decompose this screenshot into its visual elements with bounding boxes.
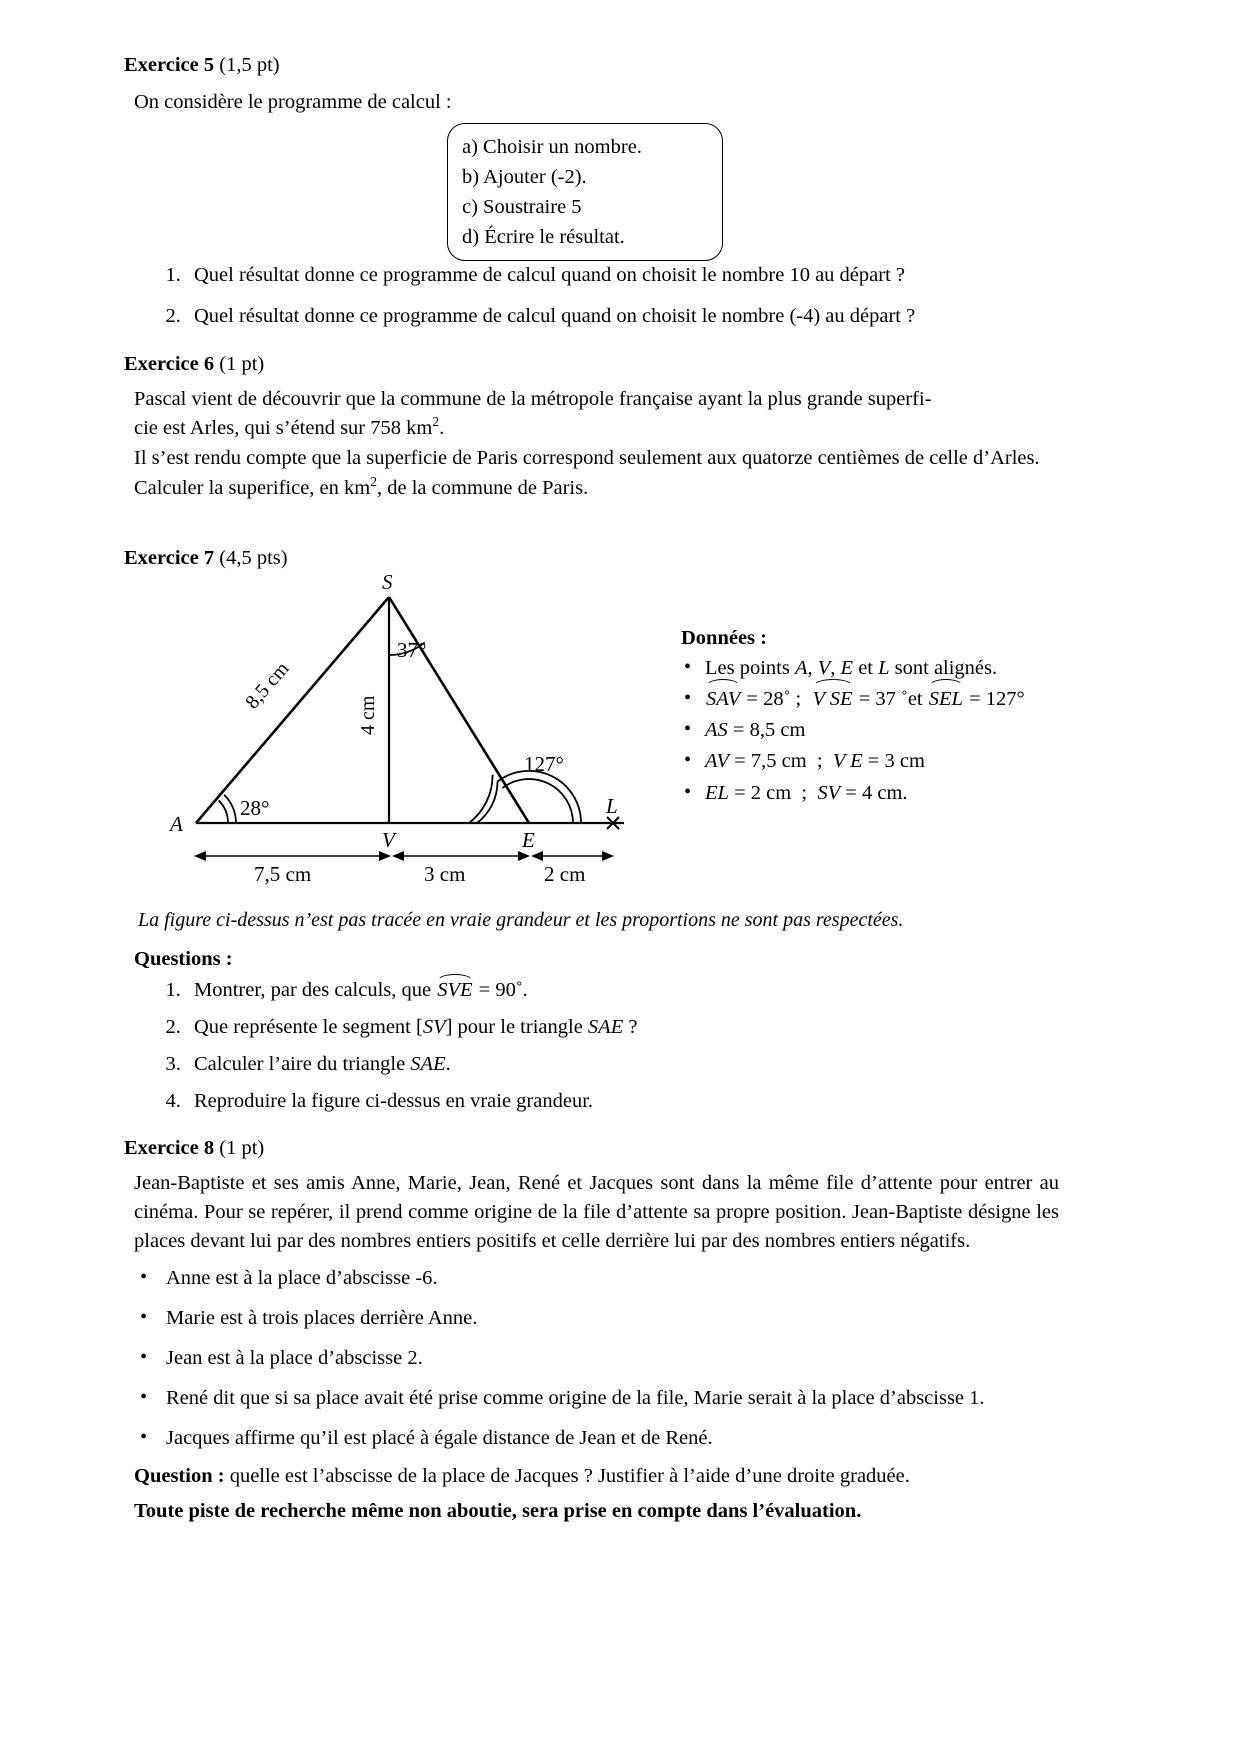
exercise-8-bullet-rene: • René dit que si sa place avait été prise comme origine de la file, Marie serait à la place d’abscisse 1. xyxy=(138,1384,1064,1413)
label-A: A xyxy=(170,812,183,836)
angle-arc-E-3 xyxy=(502,779,573,823)
exercise-8-title: Exercice 8 xyxy=(124,1137,215,1159)
exercise-6-line1a: Pascal vient de découvrir que la commune de la métropole française ayant la plus grande superfi- xyxy=(134,387,932,410)
exercise-5-question-2: 2. Quel résultat donne ce programme de calcul quand on choisit le nombre (-4) au départ ? xyxy=(186,302,1064,332)
exercise-5-points: (1,5 pt) xyxy=(219,54,280,76)
figure-caption: La figure ci-dessus n’est pas tracée en vraie grandeur et les proportions ne sont pas respectées. xyxy=(138,909,904,931)
exercise-6-line1b xyxy=(134,414,1059,443)
program-step-c: c) Soustraire 5 xyxy=(462,196,582,219)
angle-arc-E-4 xyxy=(498,771,582,823)
document-page xyxy=(124,52,1064,1523)
dim-label-AV: 7,5 cm xyxy=(254,862,312,885)
donnees-item-angles: • SAV = 28˚ ; V SE = 37 ˚et SEL = 127° xyxy=(681,684,1063,715)
dim-arrow-L-left xyxy=(602,851,614,861)
dim-arrow-E-right xyxy=(531,851,543,861)
final-question-text: quelle est l’abscisse de la place de Jacques ? Justifier à l’aide d’une droite graduée. xyxy=(224,1464,910,1487)
angle-arc-A-outer xyxy=(224,795,236,823)
donnees-panel xyxy=(681,627,1063,809)
angle-arc-E-2 xyxy=(477,782,498,824)
program-step-d: d) Écrire le résultat. xyxy=(462,226,625,249)
exercise-6-body xyxy=(134,385,1059,503)
angle-arc-E-1 xyxy=(469,775,493,823)
exercise-6-title: Exercice 6 xyxy=(124,353,215,376)
dim-label-EL: 2 cm xyxy=(544,862,586,885)
exercise-6-points: (1 pt) xyxy=(219,353,265,376)
exercise-5-intro: On considère le programme de calcul : xyxy=(134,90,452,113)
exercise-5-question-list xyxy=(124,261,1064,331)
label-V: V xyxy=(382,828,395,852)
dim-arrow-E-left xyxy=(518,851,530,861)
exercise-8-heading xyxy=(124,1135,1064,1163)
exercise-6-line2: Il s’est rendu compte que la superficie de Paris correspond seulement aux quatorze centièmes de celle d’Arles. xyxy=(134,447,1040,470)
questions-title: Questions : xyxy=(134,948,233,970)
dim-label-VE: 3 cm xyxy=(424,862,466,885)
exercise-5-heading xyxy=(124,52,1064,80)
length-label-SV: 4 cm xyxy=(357,695,379,735)
exercise-6-line1b-post: . xyxy=(439,417,445,439)
angle-arc-A-inner xyxy=(219,800,228,823)
exercise-7-title: Exercice 7 xyxy=(124,547,215,570)
exercise-8-section xyxy=(124,1135,1064,1523)
exercise-7-question-list xyxy=(124,979,1064,1113)
exercise-7-question-3: 3. Calculer l’aire du triangle SAE. xyxy=(186,1053,1064,1076)
donnees-list xyxy=(681,653,1063,809)
exercise-8-body xyxy=(134,1169,1059,1256)
exercise-5-question-1: 1. Quel résultat donne ce programme de calcul quand on choisit le nombre 10 au départ ? xyxy=(186,261,1064,291)
exercise-6-line3 xyxy=(134,474,1059,503)
exercise-8-bullet-anne: • Anne est à la place d’abscisse -6. xyxy=(138,1264,1064,1293)
exercise-7-points: (4,5 pts) xyxy=(219,547,288,570)
exercise-6-heading xyxy=(124,351,1064,379)
superscript-two: 2 xyxy=(432,414,440,430)
dim-arrow-A-left xyxy=(194,851,206,861)
program-box-wrapper xyxy=(124,123,1064,255)
label-E: E xyxy=(522,828,535,852)
donnees-title: Données : xyxy=(681,627,767,649)
length-label-AS: 8,5 cm xyxy=(241,657,294,714)
donnees-item-as: • AS = 8,5 cm xyxy=(681,715,1063,746)
angle-label-S: 37° xyxy=(397,638,427,662)
exercise-8-bullet-jean: • Jean est à la place d’abscisse 2. xyxy=(138,1344,1064,1373)
exercise-6-section xyxy=(124,351,1064,503)
exercise-7-heading xyxy=(124,545,1064,573)
exercise-6-line1b-pre: cie est Arles, qui s’étend sur 758 km xyxy=(134,417,433,439)
label-S: S xyxy=(382,575,393,594)
side-SE xyxy=(389,597,529,823)
exercise-7-question-1: 1. Montrer, par des calculs, que SVE = 90˚. xyxy=(186,979,1064,1002)
exercise-5-title: Exercice 5 xyxy=(124,54,215,76)
exercise-8-bullet-marie: • Marie est à trois places derrière Anne. xyxy=(138,1304,1064,1333)
evaluation-note: Toute piste de recherche même non aboutie, sera prise en compte dans l’évaluation. xyxy=(134,1499,862,1522)
exercise-8-paragraph: Jean-Baptiste et ses amis Anne, Marie, Jean, René et Jacques sont dans la même file d’attente pour entrer au cinéma. Pour se repérer, il prend comme origine de la file d’attente sa propre position. Jean-Baptiste désigne les places devant lui par des nombres entiers positifs et celle derrière lui par des nombres entiers négatifs. xyxy=(134,1171,1059,1252)
donnees-item-av-ve: • AV = 7,5 cm ; V E = 3 cm xyxy=(681,746,1063,777)
exercise-8-bullet-jacques: • Jacques affirme qu’il est placé à égale distance de Jean et de René. xyxy=(138,1424,1064,1453)
exercise-6-line3-pre: Calculer la superifice, en km xyxy=(134,477,371,500)
geometry-figure-area xyxy=(124,575,1064,905)
exercise-7-question-4: 4. Reproduire la figure ci-dessus en vraie grandeur. xyxy=(186,1090,1064,1113)
triangle-figure-svg xyxy=(124,575,684,885)
program-step-a: a) Choisir un nombre. xyxy=(462,135,642,158)
superscript-two-2: 2 xyxy=(370,474,377,490)
final-question-label: Question : xyxy=(134,1464,225,1487)
exercise-6-line3-post: , de la commune de Paris. xyxy=(377,477,589,500)
donnees-item-el-sv: • EL = 2 cm ; SV = 4 cm. xyxy=(681,778,1063,809)
label-L: L xyxy=(606,794,618,818)
donnees-item-alignment: • Les points A, V, E et L sont alignés. xyxy=(681,653,1063,684)
exercise-8-final-question xyxy=(134,1465,1064,1488)
dim-arrow-V-right xyxy=(392,851,404,861)
exercise-7-section xyxy=(124,545,1064,1113)
calculation-program-box xyxy=(447,123,723,262)
angle-label-E: 127° xyxy=(524,752,564,776)
exercise-8-bullet-list xyxy=(124,1264,1064,1454)
exercise-8-points: (1 pt) xyxy=(219,1137,265,1159)
program-step-b: b) Ajouter (-2). xyxy=(462,165,587,188)
exercise-7-question-2: 2. Que représente le segment [SV] pour le triangle SAE ? xyxy=(186,1016,1064,1039)
angle-label-A: 28° xyxy=(240,796,270,820)
dim-arrow-V-left xyxy=(379,851,391,861)
